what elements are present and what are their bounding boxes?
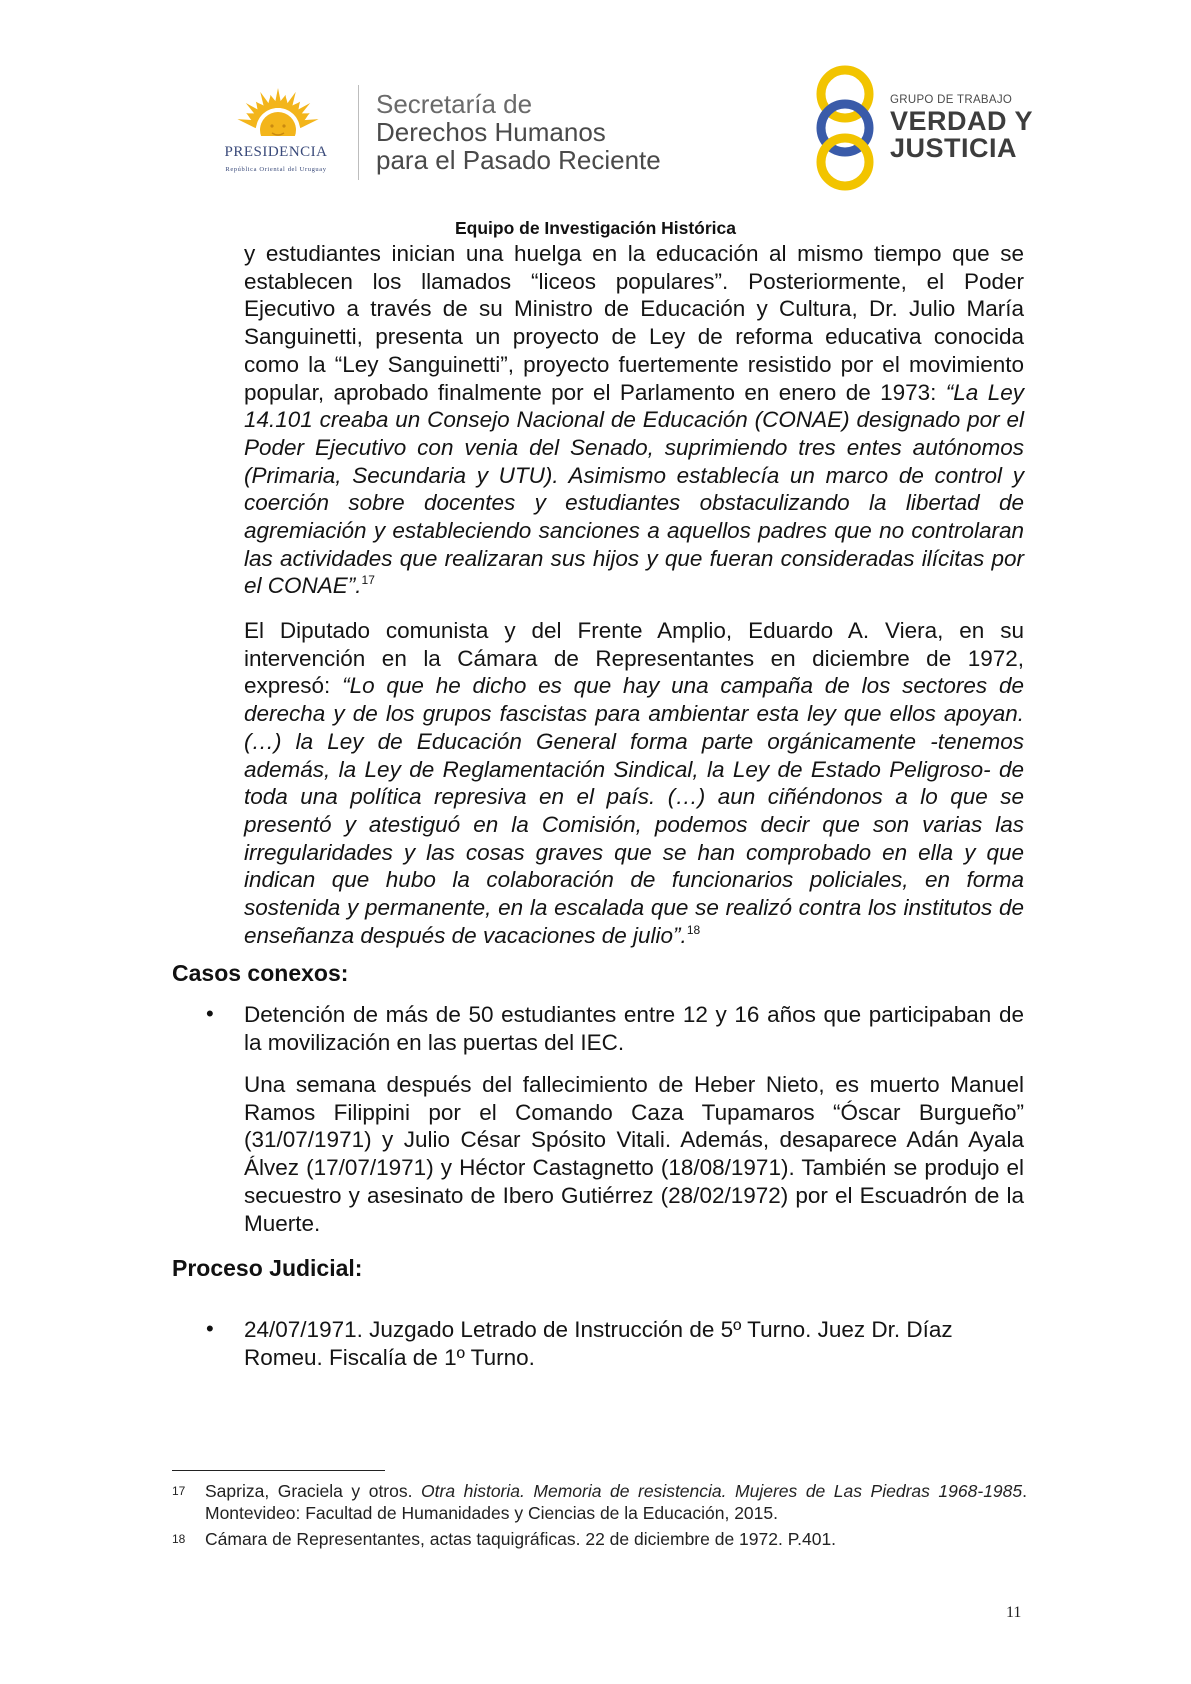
paragraph-ley-sanguinetti bbox=[244, 240, 1024, 600]
justicia-line: JUSTICIA bbox=[890, 133, 1018, 163]
footnote-18 bbox=[172, 1528, 1032, 1550]
quote-text: “La Ley 14.101 creaba un Consejo Nacional de Educación (CONAE) designado por el Poder Ejecutivo con venia del Senado, suprimiendo tres entes autónomos (Primaria, Secundaria y UTU). Asimismo establecía un marco de control y coerción sobre docentes y estudiantes obstaculizando la libertad de agremiación y estableciendo sanciones a aquellos padres que no controlaran las actividades que realizaran sus hijos y que fueran consideradas ilícitas por el CONAE”. bbox=[244, 379, 1024, 599]
secretaria-title bbox=[376, 90, 661, 174]
proceso-judicial-heading: Proceso Judicial: bbox=[172, 1255, 363, 1281]
footnote-author: Sapriza, Graciela y otros. bbox=[205, 1481, 422, 1501]
quote-text: “Lo que he dicho es que hay una campaña de los sectores de derecha y de los grupos fascistas para ambientar esta ley que ellos apoyan. (…) la Ley de Educación General forma parte orgánicamente -tenemos además, la Ley de Reglamentación Sindical, la Ley de Estado Peligroso- de toda una política represiva en el país. (…) aun ciñéndonos a lo que se presentó y atestiguó en la Comisión, podemos decir que son varias las irregularidades y las cosas graves que se han comprobado en ella y que indican que hubo la colaboración de funcionarios policiales, en forma sostenida y permanente, en la escalada que se realizó contra los institutos de enseñanza después de vacaciones de julio”. bbox=[244, 673, 1024, 948]
secretaria-line-2: Derechos Humanos bbox=[376, 117, 606, 147]
footnote-title: Otra historia. Memoria de resistencia. Mujeres de Las Piedras 1968-1985 bbox=[421, 1481, 1023, 1501]
page-number: 11 bbox=[1006, 1604, 1022, 1621]
casos-paragraph: Una semana después del fallecimiento de Heber Nieto, es muerto Manuel Ramos Filippini por el Comando Caza Tupamaros “Óscar Burgueño” (31/07/1971) y Julio César Spósito Vitali. Además, desaparece Adán Ayala Álvez (17/07/1971) y Héctor Castagnetto (18/08/1971). También se produjo el secuestro y asesinato de Ibero Gutiérrez (28/02/1972) por el Escuadrón de la Muerte. bbox=[244, 1072, 1024, 1236]
secretaria-line-3: para el Pasado Reciente bbox=[376, 145, 661, 175]
verdad-justicia-logo bbox=[810, 64, 1040, 192]
casos-bullet-item: Detención de más de 50 estudiantes entre 12 y 16 años que participaban de la movilización en las puertas del IEC. bbox=[244, 1002, 1024, 1055]
casos-conexos-heading: Casos conexos: bbox=[172, 960, 349, 986]
presidencia-subtitle: República Oriental del Uruguay bbox=[225, 166, 327, 173]
grupo-trabajo-label: GRUPO DE TRABAJO bbox=[890, 94, 1013, 106]
footnote-ref-18[interactable]: 18 bbox=[686, 922, 701, 937]
verdad-justicia-title bbox=[890, 108, 1033, 162]
sun-icon bbox=[228, 80, 328, 150]
secretaria-line-1: Secretaría de bbox=[376, 89, 533, 119]
footnote-17 bbox=[172, 1480, 1032, 1524]
paragraph-text: y estudiantes inician una huelga en la educación al mismo tiempo que se establecen los llamados “liceos populares”. Posteriormente, el Poder Ejecutivo a través de su Ministro de Educación y Cultura, Dr. Julio María Sanguinetti, presenta un proyecto de Ley de reforma educativa conocida como la “Ley Sanguinetti”, proyecto fuertemente resistido por el movimiento popular, aprobado finalmente por el Parlamento en enero de 1973: bbox=[244, 241, 1024, 405]
footnote-separator bbox=[172, 1470, 385, 1471]
proceso-bullet-item: 24/07/1971. Juzgado Letrado de Instrucción de 5º Turno. Juez Dr. Díaz Romeu. Fiscalía de 1º Turno. bbox=[244, 1317, 953, 1370]
footnote-number: 18 bbox=[172, 1532, 186, 1546]
footnote-number: 17 bbox=[172, 1484, 186, 1498]
page-header bbox=[0, 0, 1191, 210]
bullet-icon: • bbox=[206, 1316, 214, 1341]
header-divider bbox=[358, 85, 359, 180]
bullet-icon: • bbox=[206, 1001, 214, 1026]
footnote-publisher: . Montevideo: Facultad de Humanidades y Ciencias de la Educación, 2015. bbox=[205, 1481, 1027, 1523]
presidencia-name: PRESIDENCIA bbox=[224, 144, 328, 160]
footnote-ref-17[interactable]: 17 bbox=[361, 573, 375, 588]
footnote-text bbox=[205, 1480, 1027, 1524]
paragraph-text: El Diputado comunista y del Frente Amplio, Eduardo A. Viera, en su intervención en la Cámara de Representantes en diciembre de 1972, expresó: bbox=[244, 618, 1024, 699]
verdad-line: VERDAD Y bbox=[890, 106, 1034, 136]
linked-rings-icon bbox=[810, 64, 880, 192]
team-title: Equipo de Investigación Histórica bbox=[454, 218, 737, 238]
presidencia-logo bbox=[196, 80, 356, 180]
footnote-text: Cámara de Representantes, actas taquigráficas. 22 de diciembre de 1972. P.401. bbox=[205, 1529, 837, 1549]
paragraph-viera bbox=[244, 617, 1024, 949]
